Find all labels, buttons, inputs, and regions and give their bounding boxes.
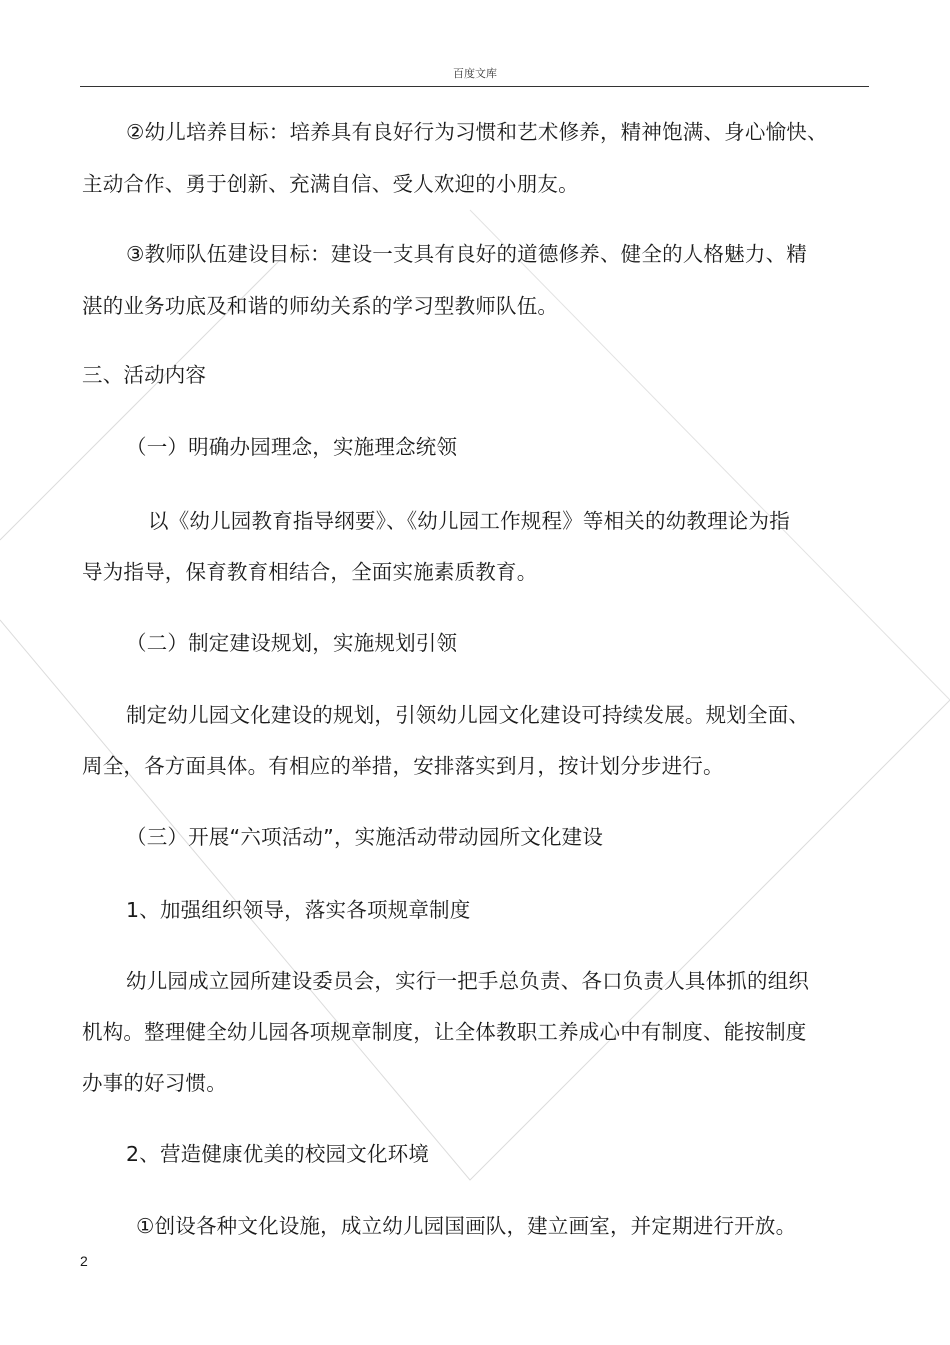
paragraph-line: 主动合作、勇于创新、充满自信、受人欢迎的小朋友。 (82, 172, 579, 196)
item-heading: 1、加强组织领导，落实各项规章制度 (126, 898, 471, 922)
page-number: 2 (80, 1253, 88, 1269)
item-heading: 2、营造健康优美的校园文化环境 (126, 1142, 430, 1166)
paragraph-line: 周全，各方面具体。有相应的举措，安排落实到月，按计划分步进行。 (82, 754, 724, 778)
paragraph-line: 机构。整理健全幼儿园各项规章制度，让全体教职工养成心中有制度、能按制度 (82, 1020, 807, 1044)
subsection-heading: （一）明确办园理念，实施理念统领 (126, 435, 458, 459)
paragraph-line: ②幼儿培养目标：培养具有良好行为习惯和艺术修养，精神饱满、身心愉快、 (126, 120, 828, 144)
header-divider (80, 86, 869, 87)
paragraph-line: 导为指导，保育教育相结合，全面实施素质教育。 (82, 560, 538, 584)
paragraph-line: 办事的好习惯。 (82, 1071, 227, 1095)
paragraph-line: 湛的业务功底及和谐的师幼关系的学习型教师队伍。 (82, 294, 559, 318)
subsection-heading: （二）制定建设规划，实施规划引领 (126, 631, 458, 655)
subsection-heading: （三）开展“六项活动”，实施活动带动园所文化建设 (126, 825, 604, 849)
paragraph-line: ③教师队伍建设目标：建设一支具有良好的道德修养、健全的人格魅力、精 (126, 242, 807, 266)
section-heading: 三、活动内容 (82, 363, 207, 387)
paragraph-line: 幼儿园成立园所建设委员会，实行一把手总负责、各口负责人具体抓的组织 (126, 969, 810, 993)
paragraph-line: 以《幼儿园教育指导纲要》、《幼儿园工作规程》等相关的幼教理论为指 (148, 509, 790, 533)
paragraph-line: ①创设各种文化设施，成立幼儿园国画队，建立画室，并定期进行开放。 (136, 1214, 797, 1238)
paragraph-line: 制定幼儿园文化建设的规划，引领幼儿园文化建设可持续发展。规划全面、 (126, 703, 810, 727)
header-source-label: 百度文库 (453, 67, 497, 80)
